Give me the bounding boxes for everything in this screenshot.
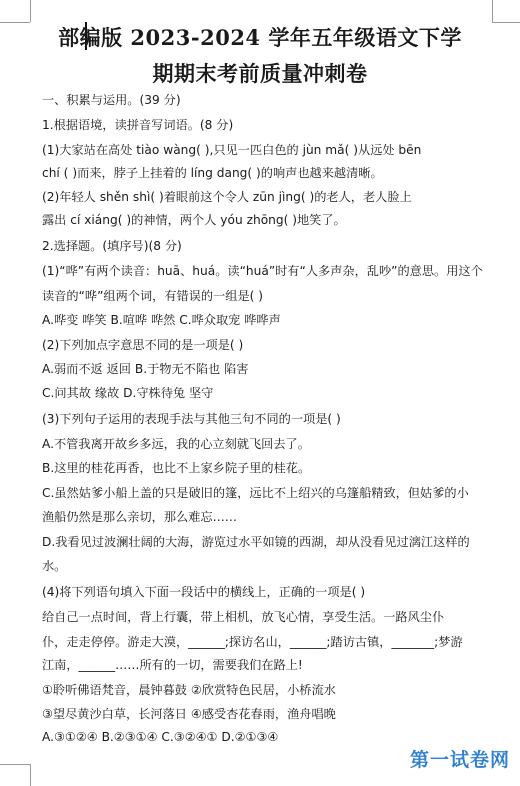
text-line: 水。	[42, 559, 67, 573]
page-title-line2: 期期末考前质量冲刺卷	[152, 61, 368, 86]
text-line: 露出 cí xiáng( )的神情，两个人 yóu zhōng( )地笑了。	[42, 213, 346, 227]
text-line: 1.根据语境，读拼音写词语。(8 分)	[42, 118, 234, 132]
text-line: (2)下列加点字意思不同的是一项是( )	[42, 338, 244, 352]
text-line: (4)将下列语句填入下面一段话中的横线上，正确的一项是( )	[42, 585, 366, 599]
site-watermark: 第一试卷网	[409, 749, 510, 771]
text-line: (2)年轻人 shěn shì( )着眼前这个令人 zūn jìng( )的老人，老人脸上	[42, 190, 412, 204]
text-line: chí ( )而来，脖子上挂着的 líng dang( )的响声也越来越清晰。	[42, 166, 383, 180]
text-line: C.问其故 缘故 D.守株待兔 坚守	[42, 386, 214, 400]
text-line: 一、积累与运用。(39 分)	[42, 93, 181, 107]
text-line: A.不管我离开故乡多远，我的心立刻就飞回去了。	[42, 437, 310, 451]
text-line: 渔船仍然是那么亲切，那么难忘……	[42, 510, 237, 524]
text-line: 仆，走走停停。游走大漠，______;探访名山，______;踏访古镇，_______;梦游	[42, 635, 463, 649]
text-line: A.弱而不返 返回 B.于物无不陷也 陷害	[42, 362, 249, 376]
text-line: 读音的“哗”组两个词，有错误的一组是( )	[42, 289, 264, 303]
text-line: (1)“哗”有两个读音：huā、huá。读“huá”时有“人多声杂，乱吵”的意思。用这个	[42, 264, 483, 278]
text-line: C.虽然姑爹小船上盖的只是破旧的篷，远比不上绍兴的乌篷船精致，但姑爹的小	[42, 486, 469, 500]
text-line: 江南，______……所有的一切，需要我们在路上!	[42, 658, 303, 672]
text-line: A.③①②④ B.②③①④ C.③②④① D.②①③④	[42, 730, 279, 744]
text-line: 2.选择题。(填序号)(8 分)	[42, 239, 182, 253]
text-line: (3)下列句子运用的表现手法与其他三句不同的一项是( )	[42, 412, 341, 426]
text-line: ③望尽黄沙白草，长河落日 ④感受杏花春雨，渔舟唱晚	[42, 707, 336, 721]
crop-mark-top-right-v	[492, 0, 493, 22]
text-line: D.我看见过波澜壮阔的大海，游览过水平如镜的西湖，却从没看见过漓江这样的	[42, 535, 470, 549]
text-line: (1)大家站在高处 tiào wàng( ),只见一匹白色的 jùn mǎ( )从远处 bēn	[42, 143, 422, 157]
text-line: ①聆听佛语梵音，晨钟暮鼓 ②欣赏特色民居，小桥流水	[42, 683, 336, 697]
crop-mark-bottom-left-v	[30, 764, 31, 786]
text-line: 给自己一点时间，背上行囊，带上相机，放飞心情，享受生活。一路风尘仆	[42, 610, 445, 624]
page-title-line1: 部编版 2023-2024 学年五年级语文下学	[58, 25, 462, 50]
text-line: A.哗变 哗笑 B.喧哗 哗然 C.哗众取宠 哗哗声	[42, 313, 281, 327]
crop-mark-bottom-left-h	[0, 764, 30, 765]
text-line: B.这里的桂花再香，也比不上家乡院子里的桂花。	[42, 461, 311, 475]
crop-mark-top-left-v	[30, 0, 31, 22]
